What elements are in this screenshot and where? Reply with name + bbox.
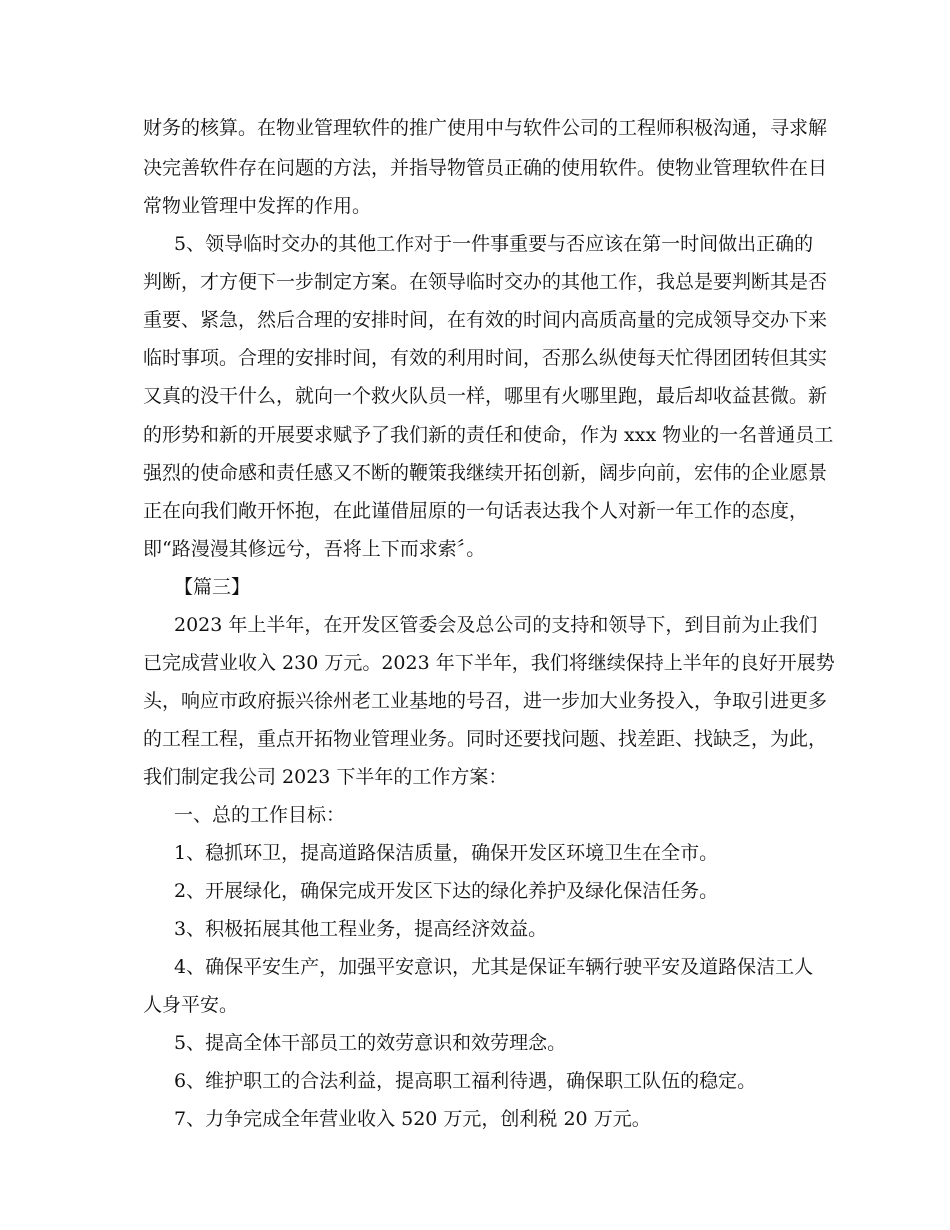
text-line: 2023 年上半年，在开发区管委会及总公司的支持和领导下，到目前为止我们	[174, 614, 818, 636]
text-line: 已完成营业收入 230 万元。2023 年下半年，我们将继续保持上半年的良好开展势	[143, 652, 835, 674]
text-line: 判断，才方便下一步制定方案。在领导临时交办的其他工作，我总是要判断其是否	[143, 271, 828, 293]
text-line: 财务的核算。在物业管理软件的推广使用中与软件公司的工程师积极沟通，寻求解	[143, 117, 828, 139]
list-item: 3、积极拓展其他工程业务，提高经济效益。	[174, 918, 548, 940]
list-heading: 一、总的工作目标：	[174, 804, 346, 826]
list-item: 1、稳抓环卫，提高道路保洁质量，确保开发区环境卫生在全市。	[174, 842, 719, 864]
text-line: 头，响应市政府振兴徐州老工业基地的号召，进一步加大业务投入，争取引进更多	[143, 690, 828, 712]
list-item: 7、力争完成全年营业收入 520 万元，创利税 20 万元。	[174, 1108, 651, 1130]
text-line: 即“路漫漫其修远兮，吾将上下而求索〞。	[143, 538, 486, 560]
text-line: 5、领导临时交办的其他工作对于一件事重要与否应该在第一时间做出正确的	[174, 233, 814, 255]
list-item: 6、维护职工的合法利益，提高职工福利待遇，确保职工队伍的稳定。	[174, 1070, 757, 1092]
list-item: 2、开展绿化，确保完成开发区下达的绿化养护及绿化保洁任务。	[174, 880, 719, 902]
text-line: 正在向我们敞开怀抱，在此谨借屈原的一句话表达我个人对新一年工作的态度，	[143, 500, 809, 522]
list-item: 5、提高全体干部员工的效劳意识和效劳理念。	[174, 1032, 567, 1054]
text-line: 的形势和新的开展要求赋予了我们新的责任和使命，作为 xxx 物业的一名普通员工	[143, 424, 834, 446]
text-line: 的工程工程，重点开拓物业管理业务。同时还要找问题、找差距、找缺乏，为此，	[143, 728, 828, 750]
text-line: 常物业管理中发挥的作用。	[143, 195, 372, 217]
text-line: 我们制定我公司 2023 下半年的工作方案：	[143, 766, 508, 788]
list-item: 4、确保平安生产，加强平安意识，尤其是保证车辆行驶平安及道路保洁工人	[174, 956, 814, 978]
text-line: 临时事项。合理的安排时间，有效的利用时间，否那么纵使每天忙得团团转但其实	[143, 347, 828, 369]
text-line: 重要、紧急，然后合理的安排时间，在有效的时间内高质高量的完成领导交办下来	[143, 309, 828, 331]
section-heading: 【篇三】	[174, 576, 251, 598]
text-line: 又真的没干什么，就向一个救火队员一样，哪里有火哪里跑，最后却收益甚微。新	[143, 385, 828, 407]
text-line: 决完善软件存在问题的方法，并指导物管员正确的使用软件。使物业管理软件在日	[143, 157, 828, 179]
text-line: 强烈的使命感和责任感又不断的鞭策我继续开拓创新，阔步向前，宏伟的企业愿景	[143, 462, 828, 484]
text-line: 人身平安。	[143, 994, 239, 1016]
